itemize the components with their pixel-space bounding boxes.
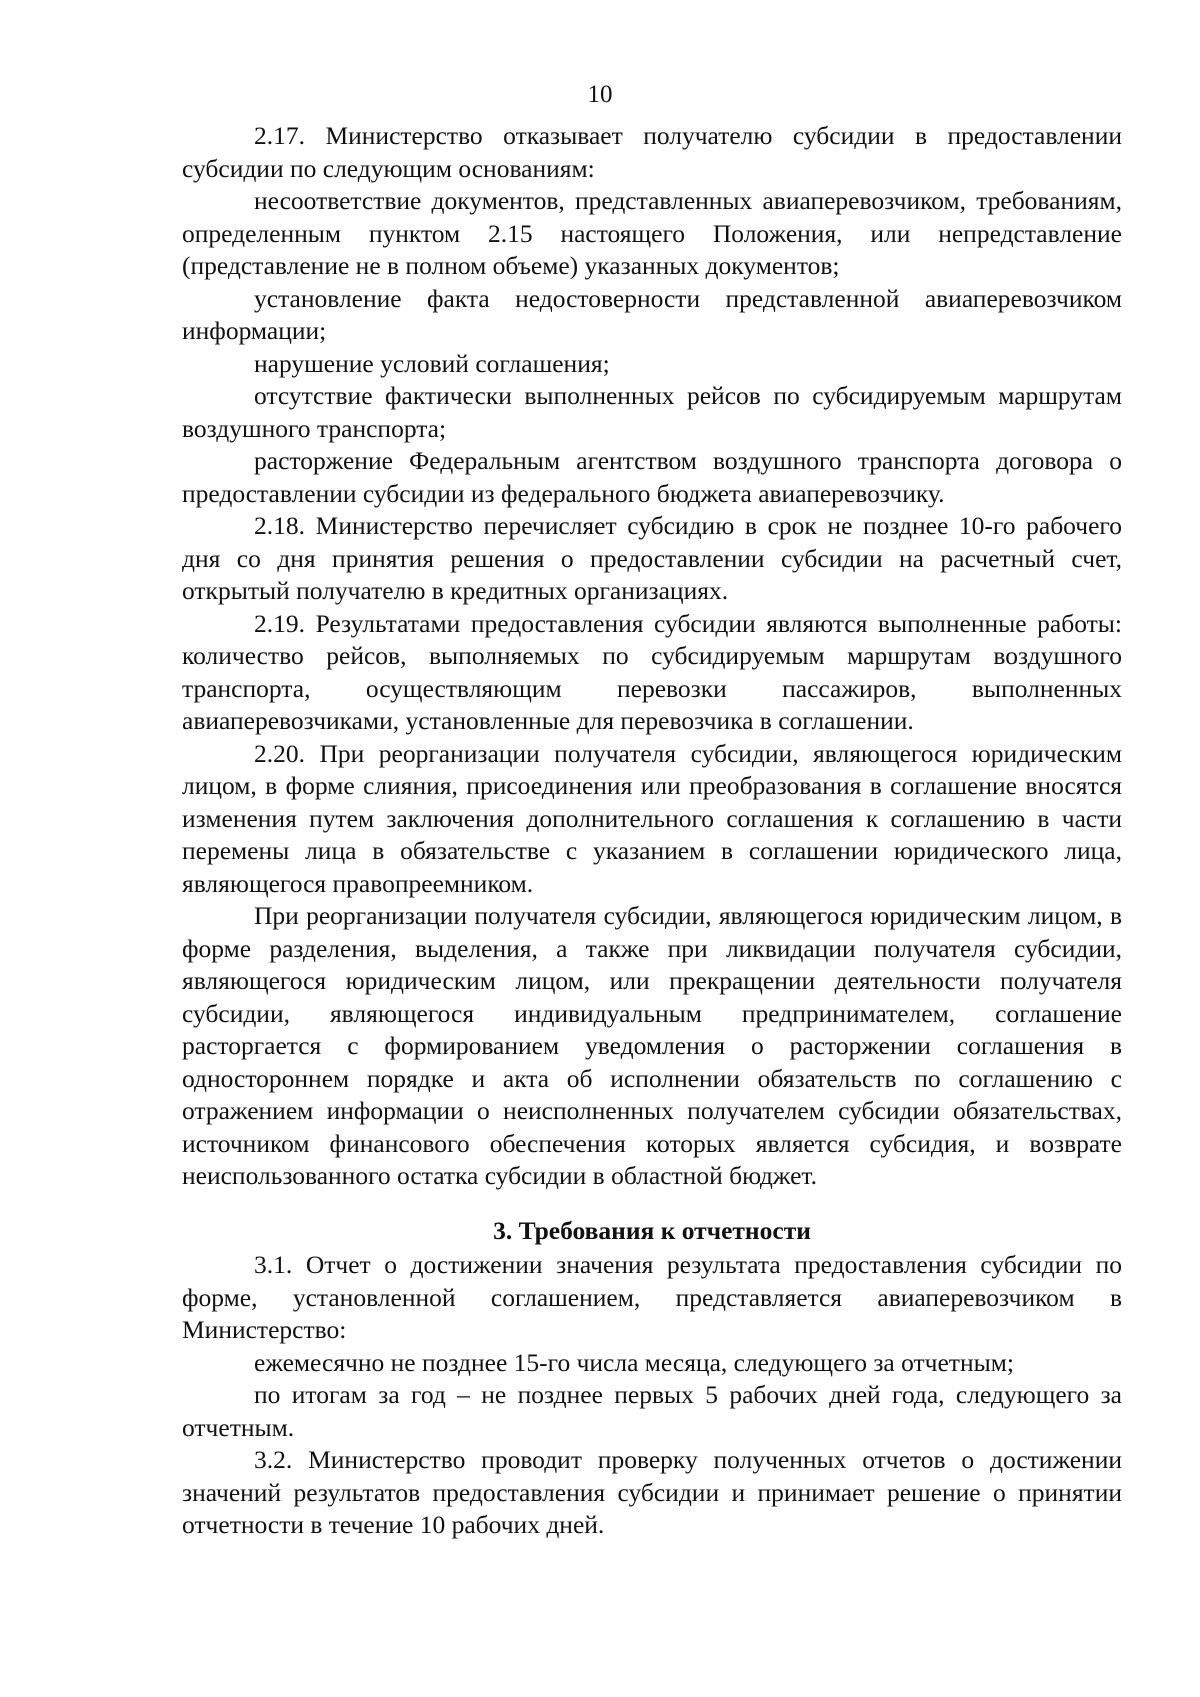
paragraph-3-2: 3.2. Министерство проводит проверку полученных отчетов о достижении значений результатов предоставления субсидии и принимает решение о принятии отчетности в течение 10 рабочих дней. <box>182 1445 1122 1539</box>
paragraph-2-20: 2.20. При реорганизации получателя субсидии, являющегося юридическим лицом, в форме слияния, присоединения или преобразования в соглашение вносятся изменения путем заключения дополнительного соглашения к соглашению в части перемены лица в обязательстве с указанием в соглашении юридического лица, являющегося правопреемником. <box>182 738 1122 898</box>
document-body <box>182 120 1122 1542</box>
paragraph-ground-false-info: установление факта недостоверности представленной авиаперевозчиком информации; <box>182 283 1122 345</box>
paragraph-2-17: 2.17. Министерство отказывает получателю субсидии в предоставлении субсидии по следующим основаниям: <box>182 121 1122 183</box>
section-heading: 3. Требования к отчетности <box>493 1215 811 1245</box>
paragraph-monthly: ежемесячно не позднее 15-го числа месяца, следующего за отчетным; <box>254 1347 1014 1377</box>
paragraph-ground-documents: несоответствие документов, представленных авиаперевозчиком, требованиям, определенным пунктом 2.15 настоящего Положения, или непредставление (представление не в полном объеме) указанных документов; <box>182 186 1122 280</box>
paragraph-ground-no-flights: отсутствие фактически выполненных рейсов по субсидируемым маршрутам воздушного транспорта; <box>182 381 1122 443</box>
paragraph-2-19: 2.19. Результатами предоставления субсидии являются выполненные работы: количество рейсов, выполняемых по субсидируемым маршрутам воздушного транспорта, осуществляющим перевозки пассажиров, выполненных авиаперевозчиками, установленные для перевозчика в соглашении. <box>182 608 1122 735</box>
paragraph-2-20-liquidation: При реорганизации получателя субсидии, являющегося юридическим лицом, в форме разделения, выделения, а также при ликвидации получателя субсидии, являющегося юридическим лицом, или прекращении деятельности получателя субсидии, являющегося индивидуальным предпринимателем, соглашение расторгается с формированием уведомления о расторжении соглашения в одностороннем порядке и акта об исполнении обязательств по соглашению с отражением информации о неисполненных получателем субсидии обязательствах, источником финансового обеспечения которых является субсидия, и возврате неиспользованного остатка субсидии в областной бюджет. <box>182 901 1122 1190</box>
page-number: 10 <box>587 81 613 108</box>
paragraph-2-18: 2.18. Министерство перечисляет субсидию в срок не позднее 10-го рабочего дня со дня принятия решения о предоставлении субсидии на расчетный счет, открытый получателю в кредитных организациях. <box>182 511 1122 605</box>
paragraph-ground-termination: расторжение Федеральным агентством воздушного транспорта договора о предоставлении субсидии из федерального бюджета авиаперевозчику. <box>182 446 1122 508</box>
paragraph-ground-violation: нарушение условий соглашения; <box>254 348 610 378</box>
paragraph-3-1: 3.1. Отчет о достижении значения результата предоставления субсидии по форме, установленной соглашением, представляется авиаперевозчиком в Министерство: <box>182 1250 1122 1344</box>
paragraph-yearly: по итогам за год – не позднее первых 5 рабочих дней года, следующего за отчетным. <box>182 1380 1122 1442</box>
